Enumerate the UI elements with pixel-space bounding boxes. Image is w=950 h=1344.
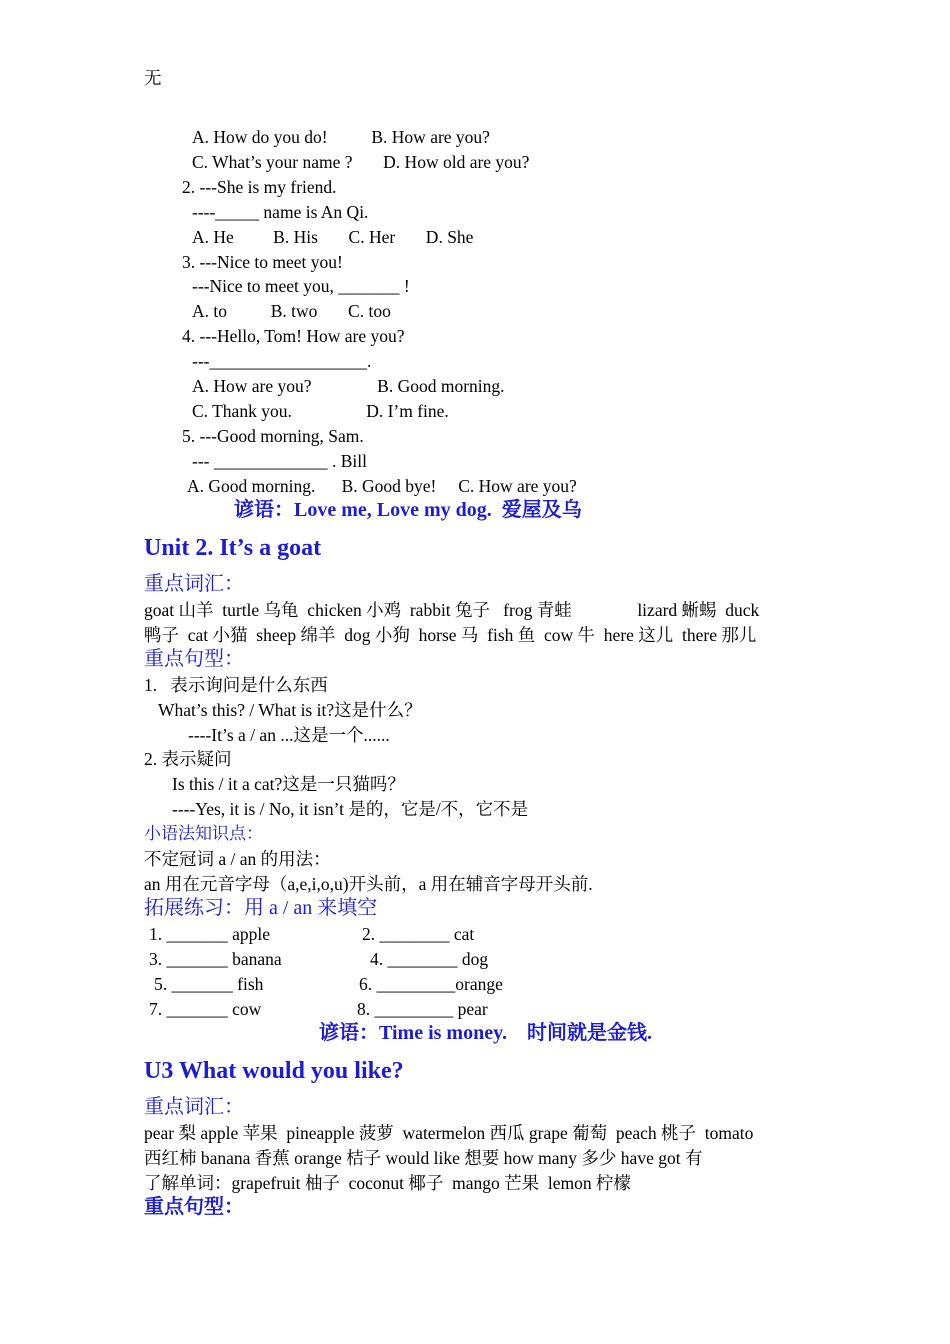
grammar-heading: 小语法知识点： — [144, 824, 263, 843]
practice-item: 3. _______ banana — [149, 949, 282, 969]
exercise-line: C. What’s your name ? D. How old are you? — [192, 152, 530, 172]
pattern-line: What’s this? / What is it?这是什么？ — [158, 700, 422, 720]
practice-item: 7. _______ cow — [149, 999, 262, 1019]
vocab-line: 西红柿 banana 香蕉 orange 桔子 would like 想要 how many 多少 have got 有 — [144, 1148, 703, 1168]
pattern-line: ----Yes, it is / No, it isn’t 是的，它是/不，它不是 — [172, 799, 529, 819]
exercise-line: ----_____ name is An Qi. — [192, 202, 369, 222]
practice-item: 8. _________ pear — [357, 999, 488, 1019]
exercise-line: 5. ---Good morning, Sam. — [182, 426, 364, 446]
vocab-line: goat 山羊 turtle 乌龟 chicken 小鸡 rabbit 兔子 frog 青蛙 lizard 蜥蜴 duck — [144, 600, 760, 620]
practice-item: 6. _________orange — [359, 974, 503, 994]
exercise-line: A. to B. two C. too — [192, 301, 391, 321]
grammar-line: an 用在元音字母（a,e,i,o,u)开头前，a 用在辅音字母开头前. — [144, 874, 593, 894]
grammar-line: 不定冠词 a / an 的用法： — [144, 849, 331, 869]
practice-item: 5. _______ fish — [154, 974, 264, 994]
pattern-heading: 重点句型： — [144, 648, 244, 670]
pattern-heading: 重点句型： — [144, 1196, 244, 1218]
exercise-line: 3. ---Nice to meet you! — [182, 252, 343, 272]
exercise-line: 2. ---She is my friend. — [182, 177, 337, 197]
exercise-line: A. Good morning. B. Good bye! C. How are you? — [187, 476, 577, 496]
proverb: 谚语：Time is money. 时间就是金钱. — [319, 1022, 652, 1044]
proverb: 谚语：Love me, Love my dog. 爱屋及乌 — [234, 499, 582, 521]
exercise-line: C. Thank you. D. I’m fine. — [192, 401, 449, 421]
unit2-title: Unit 2. It’s a goat — [144, 535, 322, 561]
exercise-line: 4. ---Hello, Tom! How are you? — [182, 326, 405, 346]
pattern-line: 1. 表示询问是什么东西 — [144, 675, 328, 695]
practice-item: 1. _______ apple — [149, 924, 271, 944]
vocab-line: 了解单词：grapefruit 柚子 coconut 椰子 mango 芒果 lemon 柠檬 — [144, 1173, 632, 1193]
vocab-heading: 重点词汇： — [144, 1096, 244, 1118]
vocab-heading: 重点词汇： — [144, 573, 244, 595]
pattern-line: ----It’s a / an ...这是一个...... — [188, 725, 390, 745]
pattern-line: 2. 表示疑问 — [144, 749, 232, 769]
page-header: 无 — [144, 68, 162, 88]
practice-heading: 拓展练习：用 a / an 来填空 — [144, 897, 378, 919]
exercise-line: A. He B. His C. Her D. She — [192, 227, 474, 247]
exercise-line: ---Nice to meet you, _______ ! — [192, 276, 410, 296]
exercise-line: ---__________________. — [192, 351, 372, 371]
pattern-line: Is this / it a cat?这是一只猫吗？ — [172, 774, 405, 794]
vocab-line: 鸭子 cat 小猫 sheep 绵羊 dog 小狗 horse 马 fish 鱼 cow 牛 here 这儿 there 那儿 — [144, 625, 757, 645]
exercise-line: --- _____________ . Bill — [192, 451, 367, 471]
exercise-line: A. How are you? B. Good morning. — [192, 376, 505, 396]
unit3-title: U3 What would you like? — [144, 1058, 404, 1084]
exercise-line: A. How do you do! B. How are you? — [192, 127, 490, 147]
practice-item: 2. ________ cat — [362, 924, 475, 944]
practice-item: 4. ________ dog — [370, 949, 489, 969]
vocab-line: pear 梨 apple 苹果 pineapple 菠萝 watermelon 西瓜 grape 葡萄 peach 桃子 tomato — [144, 1123, 754, 1143]
